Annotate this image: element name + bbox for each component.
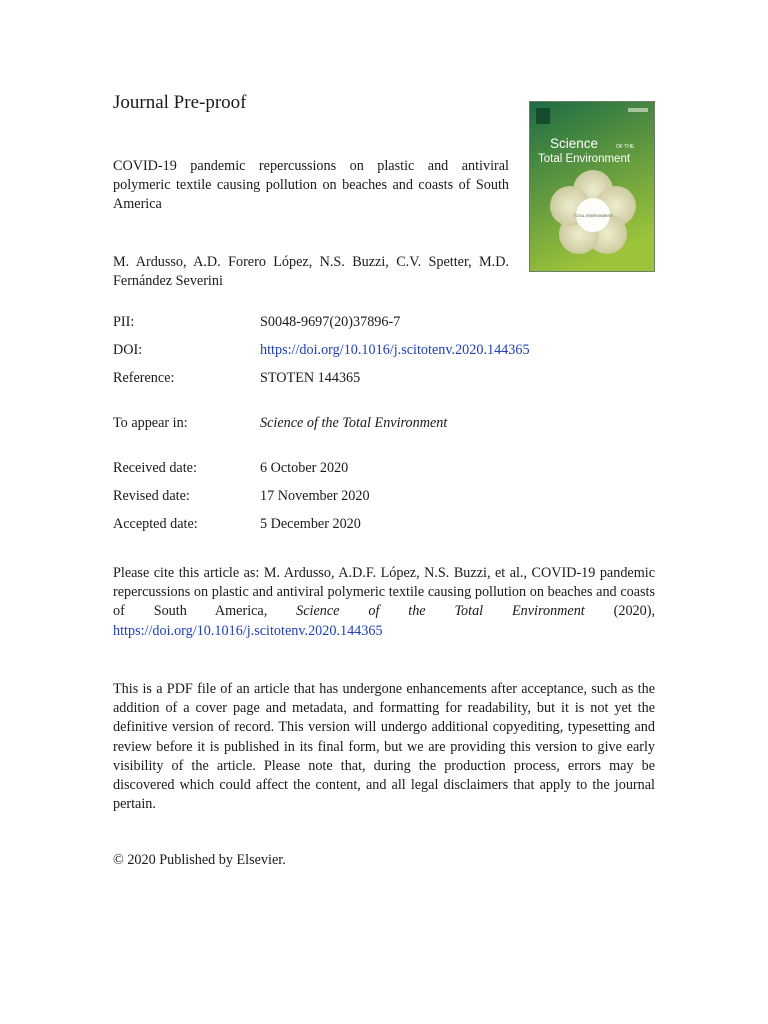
cover-title-of-the: OF THE <box>616 144 635 150</box>
cover-issue-band <box>628 108 648 112</box>
reference-label: Reference: <box>113 370 175 386</box>
cover-artwork <box>530 102 655 272</box>
doi-link[interactable]: https://doi.org/10.1016/j.scitotenv.2020.144365 <box>260 342 530 358</box>
citation-doi-link[interactable]: https://doi.org/10.1016/j.scitotenv.2020.144365 <box>113 622 383 639</box>
received-date-label: Received date: <box>113 460 197 476</box>
article-title: COVID-19 pandemic repercussions on plastic and antiviral polymeric textile causing pollution on beaches and coasts of South America <box>113 158 509 212</box>
accepted-date-value: 5 December 2020 <box>260 516 361 532</box>
doi-label: DOI: <box>113 342 143 358</box>
accepted-date-label: Accepted date: <box>113 516 198 532</box>
copyright-line: © 2020 Published by Elsevier. <box>113 852 286 868</box>
pii-label: PII: <box>113 314 135 330</box>
appear-in-label: To appear in: <box>113 415 188 431</box>
citation-paragraph <box>113 564 655 641</box>
pii-value: S0048-9697(20)37896-7 <box>260 314 401 330</box>
preproof-notice: This is a PDF file of an article that has undergone enhancements after acceptance, such as the addition of a cover page and metadata, and formatting for readability, but it is not yet the definitive version of record. This version will undergo additional copyediting, typesetting and review before it is published in its final form, but we are providing this version to give early visibility of the article. Please note that, during the production process, errors may be discovered which could affect the content, and all legal disclaimers that apply to the journal pertain. <box>113 681 655 813</box>
article-authors: M. Ardusso, A.D. Forero López, N.S. Buzzi, C.V. Spetter, M.D. Fernández Severini <box>113 254 509 289</box>
citation-journal: Science of the Total Environment <box>296 603 585 620</box>
journal-cover-image <box>529 101 655 272</box>
received-date-value: 6 October 2020 <box>260 460 349 476</box>
cover-center-label: TOTAL ENVIRONMENT <box>573 214 613 218</box>
citation-year: (2020), <box>584 603 655 620</box>
elsevier-logo-icon <box>536 108 550 124</box>
cover-title-total-environment: Total Environment <box>538 153 631 165</box>
cover-title-science: Science <box>550 136 599 151</box>
reference-value: STOTEN 144365 <box>260 370 361 386</box>
journal-preproof-heading: Journal Pre-proof <box>113 92 247 113</box>
revised-date-label: Revised date: <box>113 488 190 504</box>
citation-text: Please cite this article as: M. Ardusso, A.D.F. López, N.S. Buzzi, et al., COVID-19 pandemic repercussions on plastic and antiviral polymeric textile causing pollution on beaches and coasts of South America, <box>113 565 655 620</box>
revised-date-value: 17 November 2020 <box>260 488 370 504</box>
appear-in-value: Science of the Total Environment <box>260 415 448 431</box>
